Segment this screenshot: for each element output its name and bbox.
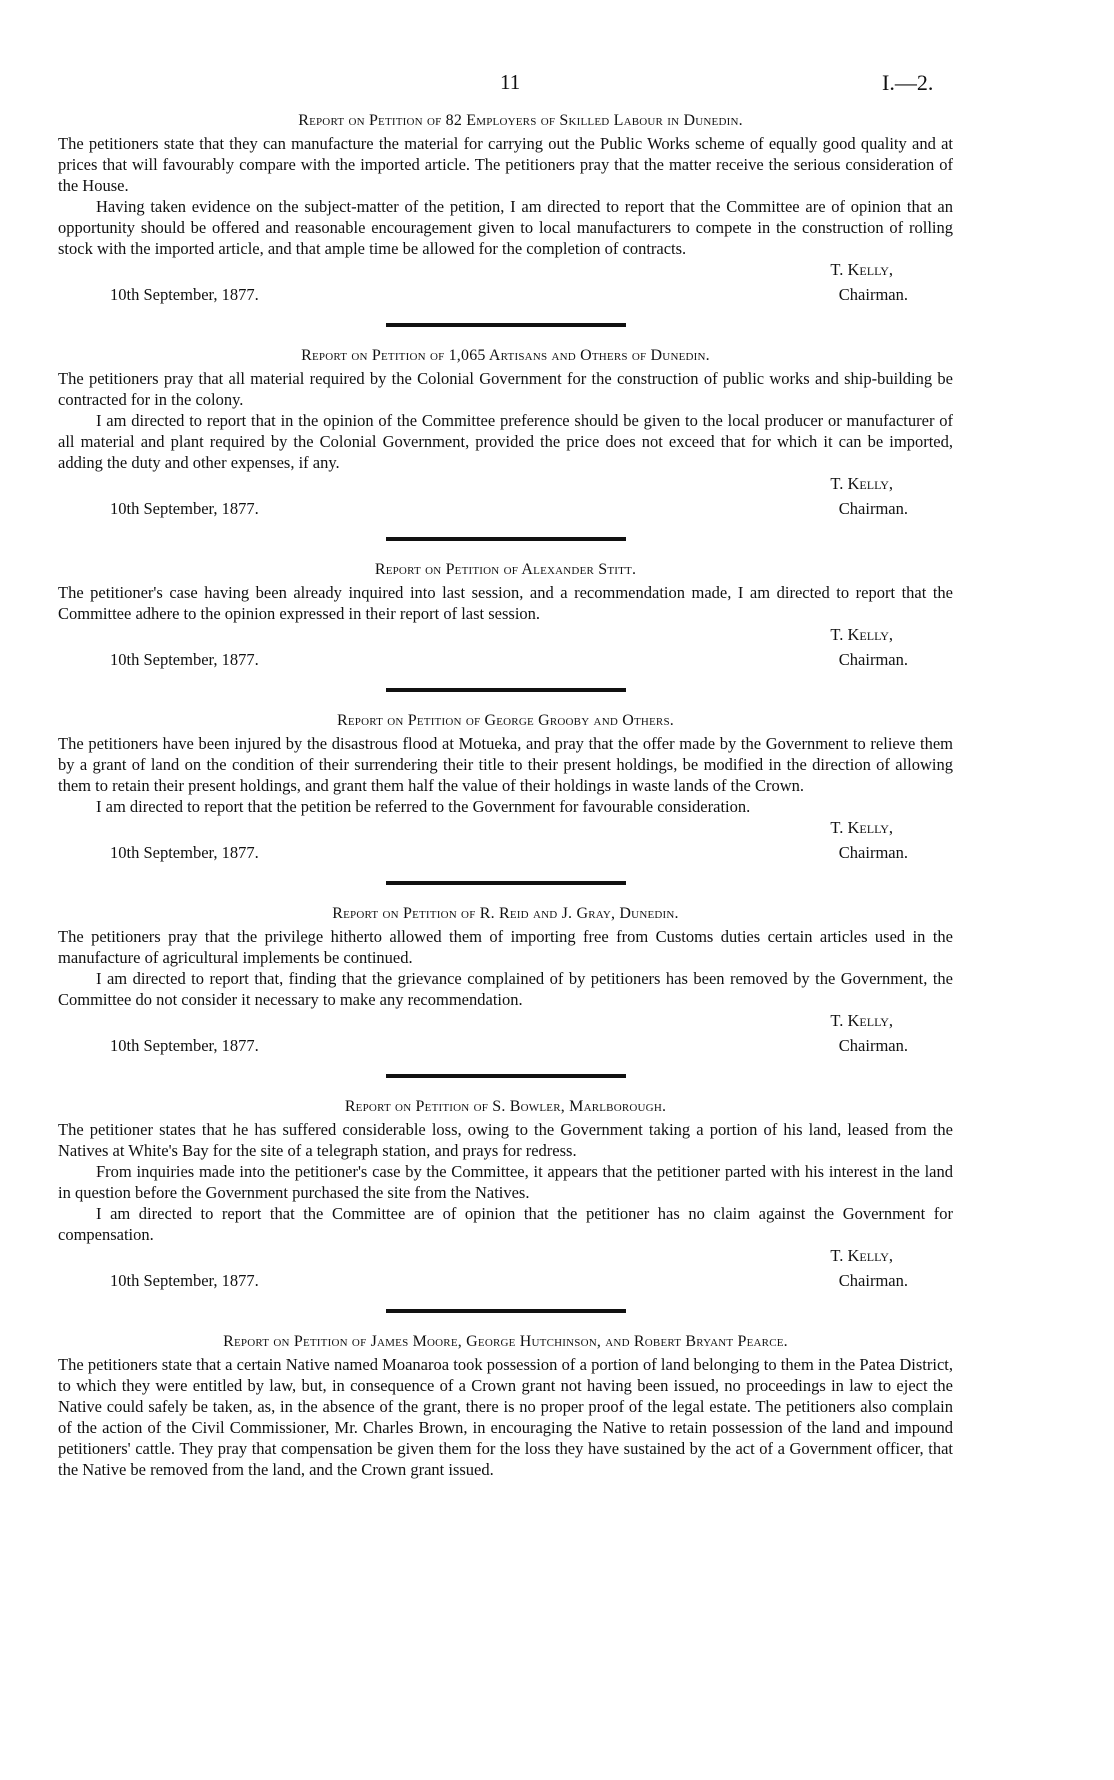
report-title: Report on Petition of 1,065 Artisans and Others of Dunedin. bbox=[301, 347, 710, 364]
signatory-role: Chairman. bbox=[838, 499, 908, 518]
report-section bbox=[58, 712, 953, 863]
signature-block bbox=[58, 1010, 953, 1056]
signature-block bbox=[58, 1245, 953, 1291]
report-body bbox=[58, 1119, 953, 1245]
report-date: 10th September, 1877. bbox=[110, 843, 259, 862]
page-number: 11 bbox=[500, 70, 521, 94]
report-title: Report on Petition of 82 Employers of Skilled Labour in Dunedin. bbox=[298, 112, 743, 129]
report-body bbox=[58, 133, 953, 259]
report-paragraph: The petitioners state that they can manufacture the material for carrying out the Public Works scheme of equally good quality and at prices that will favourably compare with the imported article. The petitioners pray that the matter receive the serious consideration of the House. bbox=[58, 134, 953, 195]
signatory-name: T. Kelly, bbox=[830, 625, 893, 644]
report-date: 10th September, 1877. bbox=[110, 1271, 259, 1290]
signatory-name: T. Kelly, bbox=[830, 1011, 893, 1030]
signatory-name: T. Kelly, bbox=[830, 818, 893, 837]
section-divider bbox=[386, 323, 626, 327]
report-paragraph: Having taken evidence on the subject-matter of the petition, I am directed to report that the Committee are of opinion that an opportunity should be offered and reasonable encouragement given to local manufacturers to compete in the construction of rolling stock with the imported article, and that ample time be allowed for the completion of contracts. bbox=[58, 197, 953, 258]
report-sections bbox=[58, 112, 953, 1480]
report-title: Report on Petition of R. Reid and J. Gray, Dunedin. bbox=[332, 905, 679, 922]
report-paragraph: The petitioners have been injured by the disastrous flood at Motueka, and pray that the offer made by the Government to relieve them by a grant of land on the condition of their surrendering their title to their present holdings, be modified in the direction of allowing them to retain their present holdings, and grant them half the value of their holdings in waste lands of the Crown. bbox=[58, 734, 953, 795]
report-date: 10th September, 1877. bbox=[110, 1036, 259, 1055]
signature-block bbox=[58, 817, 953, 863]
report-body bbox=[58, 733, 953, 817]
report-paragraph: I am directed to report that, finding that the grievance complained of by petitioners has been removed by the Government, the Committee do not consider it necessary to make any recommendation. bbox=[58, 969, 953, 1009]
report-paragraph: I am directed to report that in the opinion of the Committee preference should be given to the local producer or manufacturer of all material and plant required by the Colonial Government, provided the price does not exceed that for which it can be imported, adding the duty and other expenses, if any. bbox=[58, 411, 953, 472]
report-body bbox=[58, 1354, 953, 1480]
document-reference: I.—2. bbox=[882, 70, 934, 95]
report-section bbox=[58, 561, 953, 670]
signatory-role: Chairman. bbox=[838, 285, 908, 304]
section-divider bbox=[386, 537, 626, 541]
report-section bbox=[58, 1098, 953, 1291]
report-title: Report on Petition of George Grooby and Others. bbox=[337, 712, 674, 729]
report-section bbox=[58, 905, 953, 1056]
report-section bbox=[58, 112, 953, 305]
signature-block bbox=[58, 473, 953, 519]
report-title: Report on Petition of James Moore, George Hutchinson, and Robert Bryant Pearce. bbox=[223, 1333, 788, 1350]
report-date: 10th September, 1877. bbox=[110, 499, 259, 518]
signatory-role: Chairman. bbox=[838, 843, 908, 862]
report-paragraph: From inquiries made into the petitioner's case by the Committee, it appears that the petitioner parted with his interest in the land in question before the Government purchased the site from the Natives. bbox=[58, 1162, 953, 1202]
signatory-role: Chairman. bbox=[838, 1271, 908, 1290]
report-title: Report on Petition of Alexander Stitt. bbox=[374, 561, 637, 578]
signatory-name: T. Kelly, bbox=[830, 260, 893, 279]
report-date: 10th September, 1877. bbox=[110, 285, 259, 304]
report-date: 10th September, 1877. bbox=[110, 650, 259, 669]
report-paragraph: I am directed to report that the Committee are of opinion that the petitioner has no claim against the Government for compensation. bbox=[58, 1204, 953, 1244]
report-body bbox=[58, 582, 953, 624]
report-paragraph: The petitioner's case having been already inquired into last session, and a recommendation made, I am directed to report that the Committee adhere to the opinion expressed in their report of last session. bbox=[58, 583, 953, 623]
signatory-role: Chairman. bbox=[838, 650, 908, 669]
report-paragraph: The petitioners pray that all material required by the Colonial Government for the construction of public works and ship-building be contracted for in the colony. bbox=[58, 369, 953, 409]
report-title: Report on Petition of S. Bowler, Marlborough. bbox=[344, 1098, 667, 1115]
report-paragraph: I am directed to report that the petition be referred to the Government for favourable consideration. bbox=[96, 797, 751, 816]
section-divider bbox=[386, 688, 626, 692]
report-section bbox=[58, 347, 953, 519]
report-section bbox=[58, 1333, 953, 1480]
section-divider bbox=[386, 881, 626, 885]
signatory-name: T. Kelly, bbox=[830, 1246, 893, 1265]
report-paragraph: The petitioner states that he has suffered considerable loss, owing to the Government taking a portion of his land, leased from the Natives at White's Bay for the site of a telegraph station, and prays for redress. bbox=[58, 1120, 953, 1160]
report-body bbox=[58, 926, 953, 1010]
signatory-role: Chairman. bbox=[838, 1036, 908, 1055]
report-paragraph: The petitioners state that a certain Native named Moanaroa took possession of a portion of land belonging to them in the Patea District, to which they were entitled by law, but, in consequence of a Crown grant not having been issued, no proceedings in law to eject the Native could safely be taken, as, in the absence of the grant, there is no proper proof of the legal estate. The petitioners also complain of the action of the Civil Commissioner, Mr. Charles Brown, in encouraging the Native to retain possession of the land and impound petitioners' cattle. They pray that compensation be given them for the loss they have sustained by the act of a Government officer, that the Native be removed from the land, and the Crown grant issued. bbox=[58, 1355, 953, 1479]
signature-block bbox=[58, 624, 953, 670]
signature-block bbox=[58, 259, 953, 305]
section-divider bbox=[386, 1309, 626, 1313]
section-divider bbox=[386, 1074, 626, 1078]
report-body bbox=[58, 368, 953, 473]
signatory-name: T. Kelly, bbox=[830, 474, 893, 493]
report-paragraph: The petitioners pray that the privilege hitherto allowed them of importing free from Customs duties certain articles used in the manufacture of agricultural implements be continued. bbox=[58, 927, 953, 967]
